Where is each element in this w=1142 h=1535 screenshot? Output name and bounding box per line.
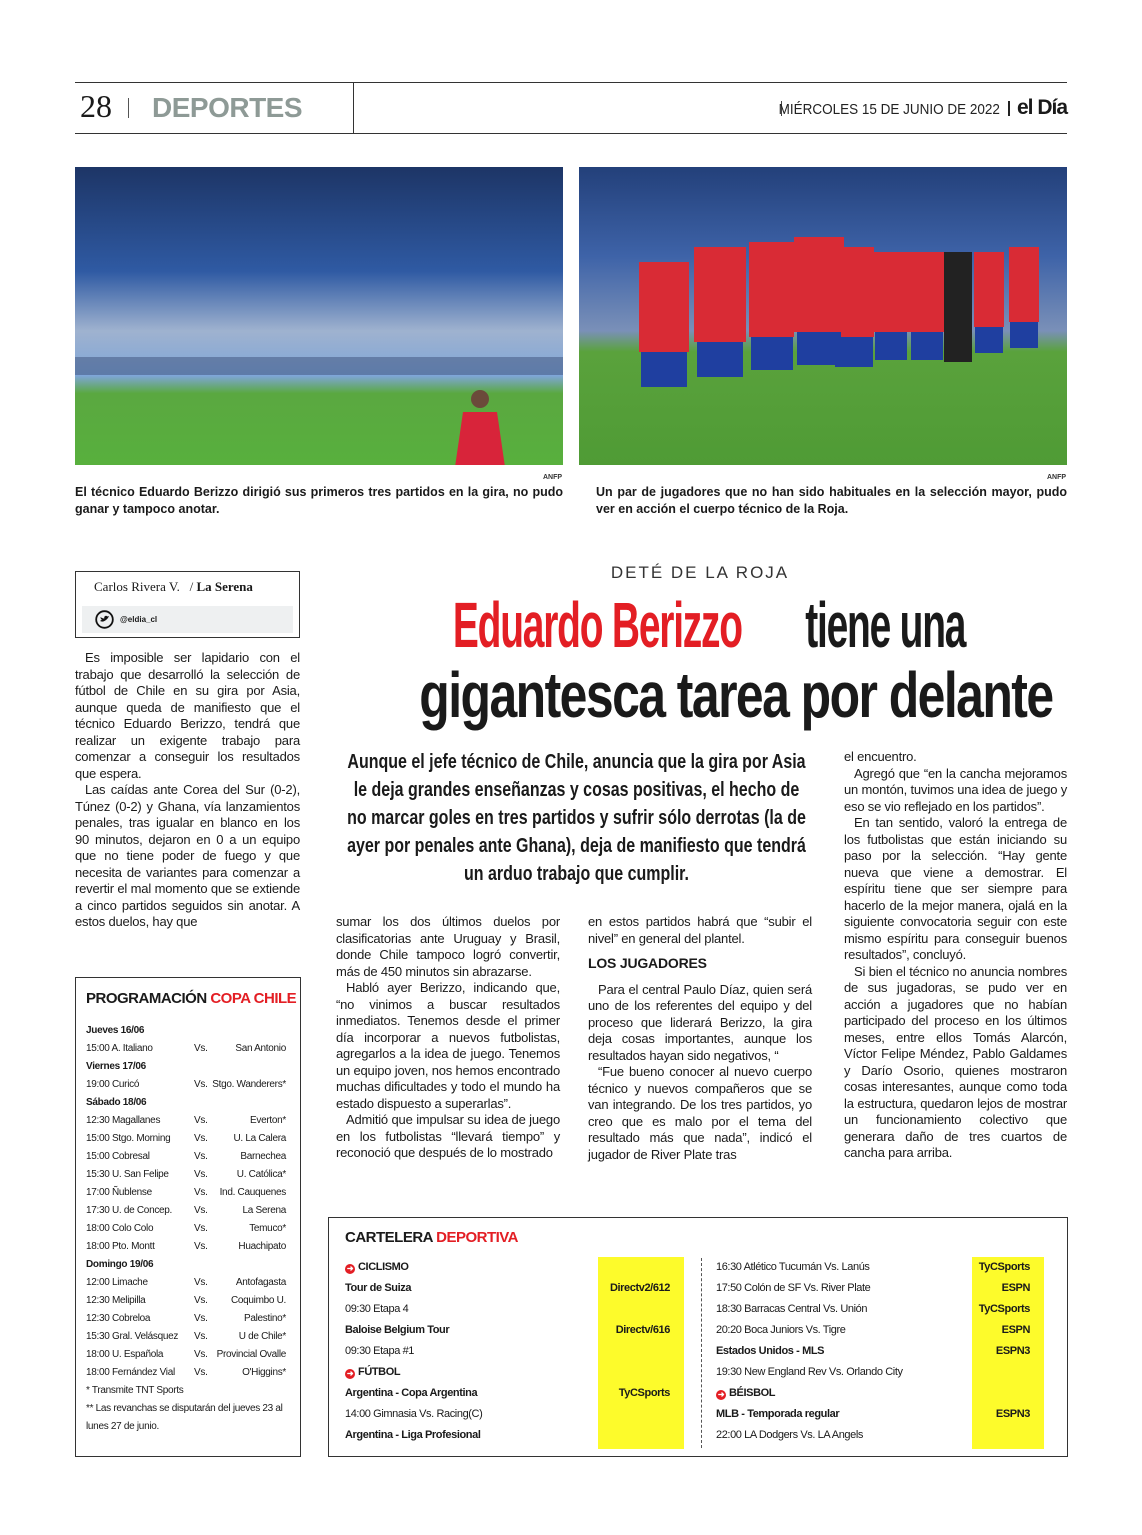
- versus: Vs.: [194, 1277, 208, 1288]
- tv-channel: Directv/616: [615, 1324, 670, 1336]
- away-team: Huachipato: [238, 1241, 286, 1252]
- listing-text: Estados Unidos - MLS: [716, 1345, 825, 1357]
- listing-text: Argentina - Liga Profesional: [345, 1429, 481, 1441]
- tv-channel: ESPN3: [995, 1345, 1030, 1357]
- tv-channel: ESPN: [1001, 1282, 1030, 1294]
- tv-channel: TyCSports: [978, 1303, 1030, 1315]
- paragraph: en estos partidos habrá que “subir el nivel” en general del plantel.: [588, 914, 812, 946]
- home-team: 12:30 Melipilla: [86, 1295, 146, 1306]
- home-team: 12:30 Magallanes: [86, 1115, 161, 1126]
- home-team: 18:00 U. Española: [86, 1349, 164, 1360]
- paragraph: Es imposible ser lapidario con el trabajo que desarrolló la selección de fútbol de Chile en su gira por Asia, aunque queda de manifiesto que el técnico Eduardo Berizzo, tendrá que realizar un exigente trabajo para comenzar a conseguir los resultados que espera.: [75, 650, 300, 781]
- arrow-right-icon: ➜: [717, 1390, 725, 1399]
- match-row: [86, 1148, 286, 1166]
- headline-highlight: Eduardo Berizzo: [452, 589, 742, 661]
- match-row: [86, 1076, 286, 1094]
- away-team: La Serena: [242, 1205, 286, 1216]
- listing-text: MLB - Temporada regular: [716, 1408, 840, 1420]
- home-team: 15:30 U. San Felipe: [86, 1169, 169, 1180]
- versus: Vs.: [194, 1295, 208, 1306]
- away-team: Stgo. Wanderers*: [212, 1079, 286, 1090]
- listing-event: [716, 1257, 870, 1278]
- twitter-icon: [95, 610, 114, 629]
- match-row: [86, 1220, 286, 1238]
- listing-title: [345, 1425, 481, 1446]
- listing-title: [716, 1404, 839, 1425]
- match-row: [86, 1130, 286, 1148]
- photo-caption: Un par de jugadores que no han sido habituales en la selección mayor, pudo ver en acción el cuerpo técnico de la Roja.: [596, 485, 1067, 516]
- headline-text: tiene una: [805, 589, 966, 661]
- listing-text: 09:30 Etapa #1: [345, 1345, 415, 1357]
- match-row: [86, 1040, 286, 1058]
- divider: [128, 98, 129, 118]
- box-title: [86, 990, 296, 1007]
- players-figure-icon: [579, 167, 1067, 465]
- away-team: Barnechea: [240, 1151, 286, 1162]
- page-number: 28: [80, 88, 112, 124]
- versus: Vs.: [194, 1187, 208, 1198]
- away-team: U. Católica*: [236, 1169, 286, 1180]
- home-team: 15:00 Cobresal: [86, 1151, 150, 1162]
- match-row: [86, 1328, 286, 1346]
- versus: Vs.: [194, 1223, 208, 1234]
- listing-event: [716, 1320, 845, 1341]
- versus: Vs.: [194, 1313, 208, 1324]
- article-kicker: DETÉ DE LA ROJA: [610, 563, 790, 582]
- listing-event: [716, 1362, 903, 1383]
- versus: Vs.: [194, 1169, 208, 1180]
- match-row: [86, 1202, 286, 1220]
- section-title: DEPORTES: [152, 92, 303, 123]
- listing-text: 16:30 Atlético Tucumán Vs. Lanús: [716, 1261, 870, 1273]
- match-row: [86, 1112, 286, 1130]
- away-team: Ind. Cauquenes: [219, 1187, 286, 1198]
- box-title: [345, 1229, 518, 1246]
- title-highlight: DEPORTIVA: [436, 1229, 519, 1246]
- byline-box: [75, 571, 300, 638]
- paragraph: Si bien el técnico no anuncia nombres de sus jugadoras, se pudo ver en acción a jugadores que no habían participado del proceso en los últimos meses, entre ellos Tomás Alarcón, Víctor Felipe Méndez, Pablo Galdames y Darío Osorio, quienes mostraron cosas interesantes, aunque como toda la estructura, quedaron lejos de mostrar un funcionamiento colectivo que generara daño de tres cuartos de cancha para arriba.: [844, 963, 1067, 1160]
- twitter-bar: [82, 606, 293, 633]
- tv-channel: TyCSports: [978, 1261, 1030, 1273]
- subheading: LOS JUGADORES: [588, 955, 707, 971]
- match-row: [86, 1364, 286, 1382]
- versus: Vs.: [194, 1349, 208, 1360]
- photo-credit: ANFP: [1047, 474, 1067, 481]
- versus: Vs.: [194, 1043, 208, 1054]
- schedule-note: lunes 27 de junio.: [86, 1421, 159, 1432]
- paragraph: En tan sentido, valoró la entrega de los futbolistas que están iniciando su paso por la selección. “Hay gente nueva que viene a demostrar. El espíritu tiene que ser siempre para hacerlo de la mejor manera, ojalá en la siguiente convocatoria seguir con este mismo espíritu para conseguir buenos resultados”, concluyó.: [844, 815, 1067, 962]
- home-team: 12:00 Limache: [86, 1277, 148, 1288]
- paragraph: Admitió que impulsar su idea de juego en los futbolistas “llevará tiempo” y reconoció que después de lo mostrado: [336, 1112, 560, 1160]
- paragraph: Para el central Paulo Díaz, quien será uno de los referentes del equipo y del proceso que liderará Berizzo, la gira deja cosas importantes, aunque los resultados hayan sido negativos, “: [588, 981, 812, 1063]
- listing-text: Argentina - Copa Argentina: [345, 1387, 478, 1399]
- tv-channel: ESPN3: [995, 1408, 1030, 1420]
- listing-title: [345, 1320, 449, 1341]
- article-column: [844, 749, 1067, 1162]
- away-team: Coquimbo U.: [230, 1295, 286, 1306]
- home-team: 17:00 Ñublense: [86, 1187, 152, 1198]
- headline-line-2: [330, 660, 1070, 730]
- home-team: 18:00 Colo Colo: [86, 1223, 154, 1234]
- versus: Vs.: [194, 1367, 208, 1378]
- schedule-day: Viernes 17/06: [86, 1061, 146, 1072]
- schedule-day: Domingo 19/06: [86, 1259, 154, 1270]
- tv-channel: Directv2/612: [609, 1282, 670, 1294]
- schedule-note: ** Las revanchas se disputarán del jueves 23 al: [86, 1403, 283, 1414]
- listing-title: [345, 1383, 477, 1404]
- newspaper-logo: el Día: [1016, 96, 1067, 119]
- match-row: [86, 1238, 286, 1256]
- home-team: 12:30 Cobreloa: [86, 1313, 151, 1324]
- arrow-right-icon: ➜: [346, 1264, 354, 1273]
- listing-section: [716, 1383, 775, 1404]
- article-column: [588, 914, 812, 1163]
- versus: Vs.: [194, 1151, 208, 1162]
- listing-text: 22:00 LA Dodgers Vs. LA Angels: [716, 1429, 864, 1441]
- listing-event: [345, 1404, 482, 1425]
- listing-text: Baloise Belgium Tour: [345, 1324, 450, 1336]
- title-highlight: COPA CHILE: [210, 990, 297, 1007]
- home-team: 17:30 U. de Concep.: [86, 1205, 173, 1216]
- paragraph: Las caídas ante Corea del Sur (0-2), Túnez (0-2) y Ghana, vía lanzamientos penales, tras igualar en blanco en los 90 minutos, dejaron en 0 a un equipo que no tiene poder de fuego y que necesita de variantes para comenzar a revertir el mal momento que se extiende a cinco partidos seguidos sin anotar. A estos duelos, hay que: [75, 782, 300, 929]
- header-top-rule: [75, 82, 1067, 83]
- home-team: 18:00 Pto. Montt: [86, 1241, 155, 1252]
- article-column: [336, 914, 560, 1162]
- match-row: [86, 1184, 286, 1202]
- listing-section: [345, 1257, 409, 1278]
- title-part: PROGRAMACIÓN: [86, 990, 211, 1007]
- paragraph: Habló ayer Berizzo, indicando que, “no vinimos a buscar resultados inmediatos. Tenemos desde el primer día incorporar a nuevos futbolistas, agregarlos a la idea de juego. Tenemos un equipo joven, nos hemos encontrado muchas dificultades y todo el mundo ha estado dispuesto a superarlas”.: [336, 980, 560, 1111]
- listing-text: CICLISMO: [358, 1261, 409, 1273]
- tv-channel: ESPN: [1001, 1324, 1030, 1336]
- tv-channel: TyCSports: [618, 1387, 670, 1399]
- away-team: U. La Calera: [233, 1133, 286, 1144]
- schedule-day: Sábado 18/06: [86, 1097, 147, 1108]
- schedule-day: Jueves 16/06: [86, 1025, 145, 1036]
- listing-text: FÚTBOL: [358, 1366, 401, 1378]
- listing-text: 20:20 Boca Juniors Vs. Tigre: [716, 1324, 846, 1336]
- issue-date: MIÉRCOLES 15 DE JUNIO DE 2022: [778, 101, 1000, 118]
- schedule-note: * Transmite TNT Sports: [86, 1385, 184, 1396]
- listing-event: [716, 1299, 867, 1320]
- sports-listing-box: [328, 1217, 1068, 1457]
- away-team: San Antonio: [235, 1043, 286, 1054]
- coach-figure-icon: [75, 167, 563, 465]
- headline-line-1: [330, 590, 1070, 660]
- home-team: 19:00 Curicó: [86, 1079, 140, 1090]
- listing-text: 14:00 Gimnasia Vs. Racing(C): [345, 1408, 483, 1420]
- away-team: Everton*: [250, 1115, 286, 1126]
- match-row: [86, 1310, 286, 1328]
- headline-text: gigantesca tarea por delante: [419, 659, 1053, 731]
- listing-title: [345, 1278, 411, 1299]
- versus: Vs.: [194, 1115, 208, 1126]
- article-lead: [346, 748, 806, 888]
- home-team: 15:30 Gral. Velásquez: [86, 1331, 179, 1342]
- copa-chile-schedule-box: [75, 977, 301, 1457]
- match-row: [86, 1346, 286, 1364]
- listing-title: [716, 1341, 824, 1362]
- home-team: 15:00 Stgo. Morning: [86, 1133, 171, 1144]
- home-team: 18:00 Fernández Vial: [86, 1367, 175, 1378]
- home-team: 15:00 A. Italiano: [86, 1043, 153, 1054]
- match-row: [86, 1166, 286, 1184]
- listing-event: [716, 1425, 863, 1446]
- arrow-right-icon: ➜: [346, 1369, 354, 1378]
- paragraph: sumar los dos últimos duelos por clasificatorias ante Uruguay y Brasil, donde Chile tampoco logró convertir, más de 450 minutos sin abrazarse.: [336, 914, 560, 979]
- away-team: Antofagasta: [235, 1277, 286, 1288]
- paragraph: el encuentro.: [844, 749, 917, 764]
- byline-author: [94, 579, 253, 595]
- listing-section: [345, 1362, 400, 1383]
- divider: [1008, 101, 1010, 116]
- listing-text: 18:30 Barracas Central Vs. Unión: [716, 1303, 868, 1315]
- title-part: CARTELERA: [345, 1229, 437, 1246]
- byline-separator: /: [189, 579, 194, 594]
- away-team: Palestino*: [243, 1313, 286, 1324]
- header-bottom-rule: [75, 133, 1067, 134]
- article-column: [75, 650, 300, 931]
- column-divider: [701, 1258, 702, 1448]
- match-row: [86, 1292, 286, 1310]
- away-team: U de Chile*: [238, 1331, 286, 1342]
- author-name: Carlos Rivera V.: [94, 579, 180, 594]
- photo-caption: El técnico Eduardo Berizzo dirigió sus primeros tres partidos en la gira, no pudo ganar y tampoco anotar.: [75, 485, 563, 516]
- listing-event: [716, 1278, 870, 1299]
- away-team: O'Higgins*: [242, 1367, 286, 1378]
- photo-team-lineup: [579, 167, 1067, 465]
- versus: Vs.: [194, 1079, 208, 1090]
- listing-text: 17:50 Colón de SF Vs. River Plate: [716, 1282, 871, 1294]
- listing-text: BÉISBOL: [729, 1387, 776, 1399]
- away-team: Provincial Ovalle: [216, 1349, 286, 1360]
- match-row: [86, 1274, 286, 1292]
- twitter-handle[interactable]: @eldia_cl: [120, 615, 158, 624]
- away-team: Temuco*: [249, 1223, 286, 1234]
- versus: Vs.: [194, 1205, 208, 1216]
- versus: Vs.: [194, 1331, 208, 1342]
- listing-text: 19:30 New England Rev Vs. Orlando City: [716, 1366, 903, 1378]
- listing-event: [345, 1341, 414, 1362]
- photo-coach-in-stadium: [75, 167, 563, 465]
- lead-text: Aunque el jefe técnico de Chile, anuncia que la gira por Asia le deja grandes enseñanzas y cosas positivas, el hecho de no marcar goles en tres partidos y sufrir sólo derrotas (la de ayer por penales ante Ghana), deja de manifiesto que tendrá un arduo trabajo que cumplir.: [346, 751, 806, 885]
- photo-credit: ANFP: [543, 474, 563, 481]
- paragraph: Agregó que “en la cancha mejoramos un montón, tuvimos una idea de juego y eso se vio reflejado en los partidos”.: [844, 765, 1067, 814]
- versus: Vs.: [194, 1133, 208, 1144]
- versus: Vs.: [194, 1241, 208, 1252]
- listing-text: 09:30 Etapa 4: [345, 1303, 409, 1315]
- byline-location: La Serena: [196, 579, 253, 594]
- listing-text: Tour de Suiza: [345, 1282, 412, 1294]
- divider: [353, 83, 354, 133]
- paragraph: “Fue bueno conocer al nuevo cuerpo técnico y nuevos compañeros que se van integrando. De los tres partidos, yo creo que es malo por el tema del resultado más que nada”, indicó el jugador de River Plate tras: [588, 1064, 812, 1162]
- listing-event: [345, 1299, 408, 1320]
